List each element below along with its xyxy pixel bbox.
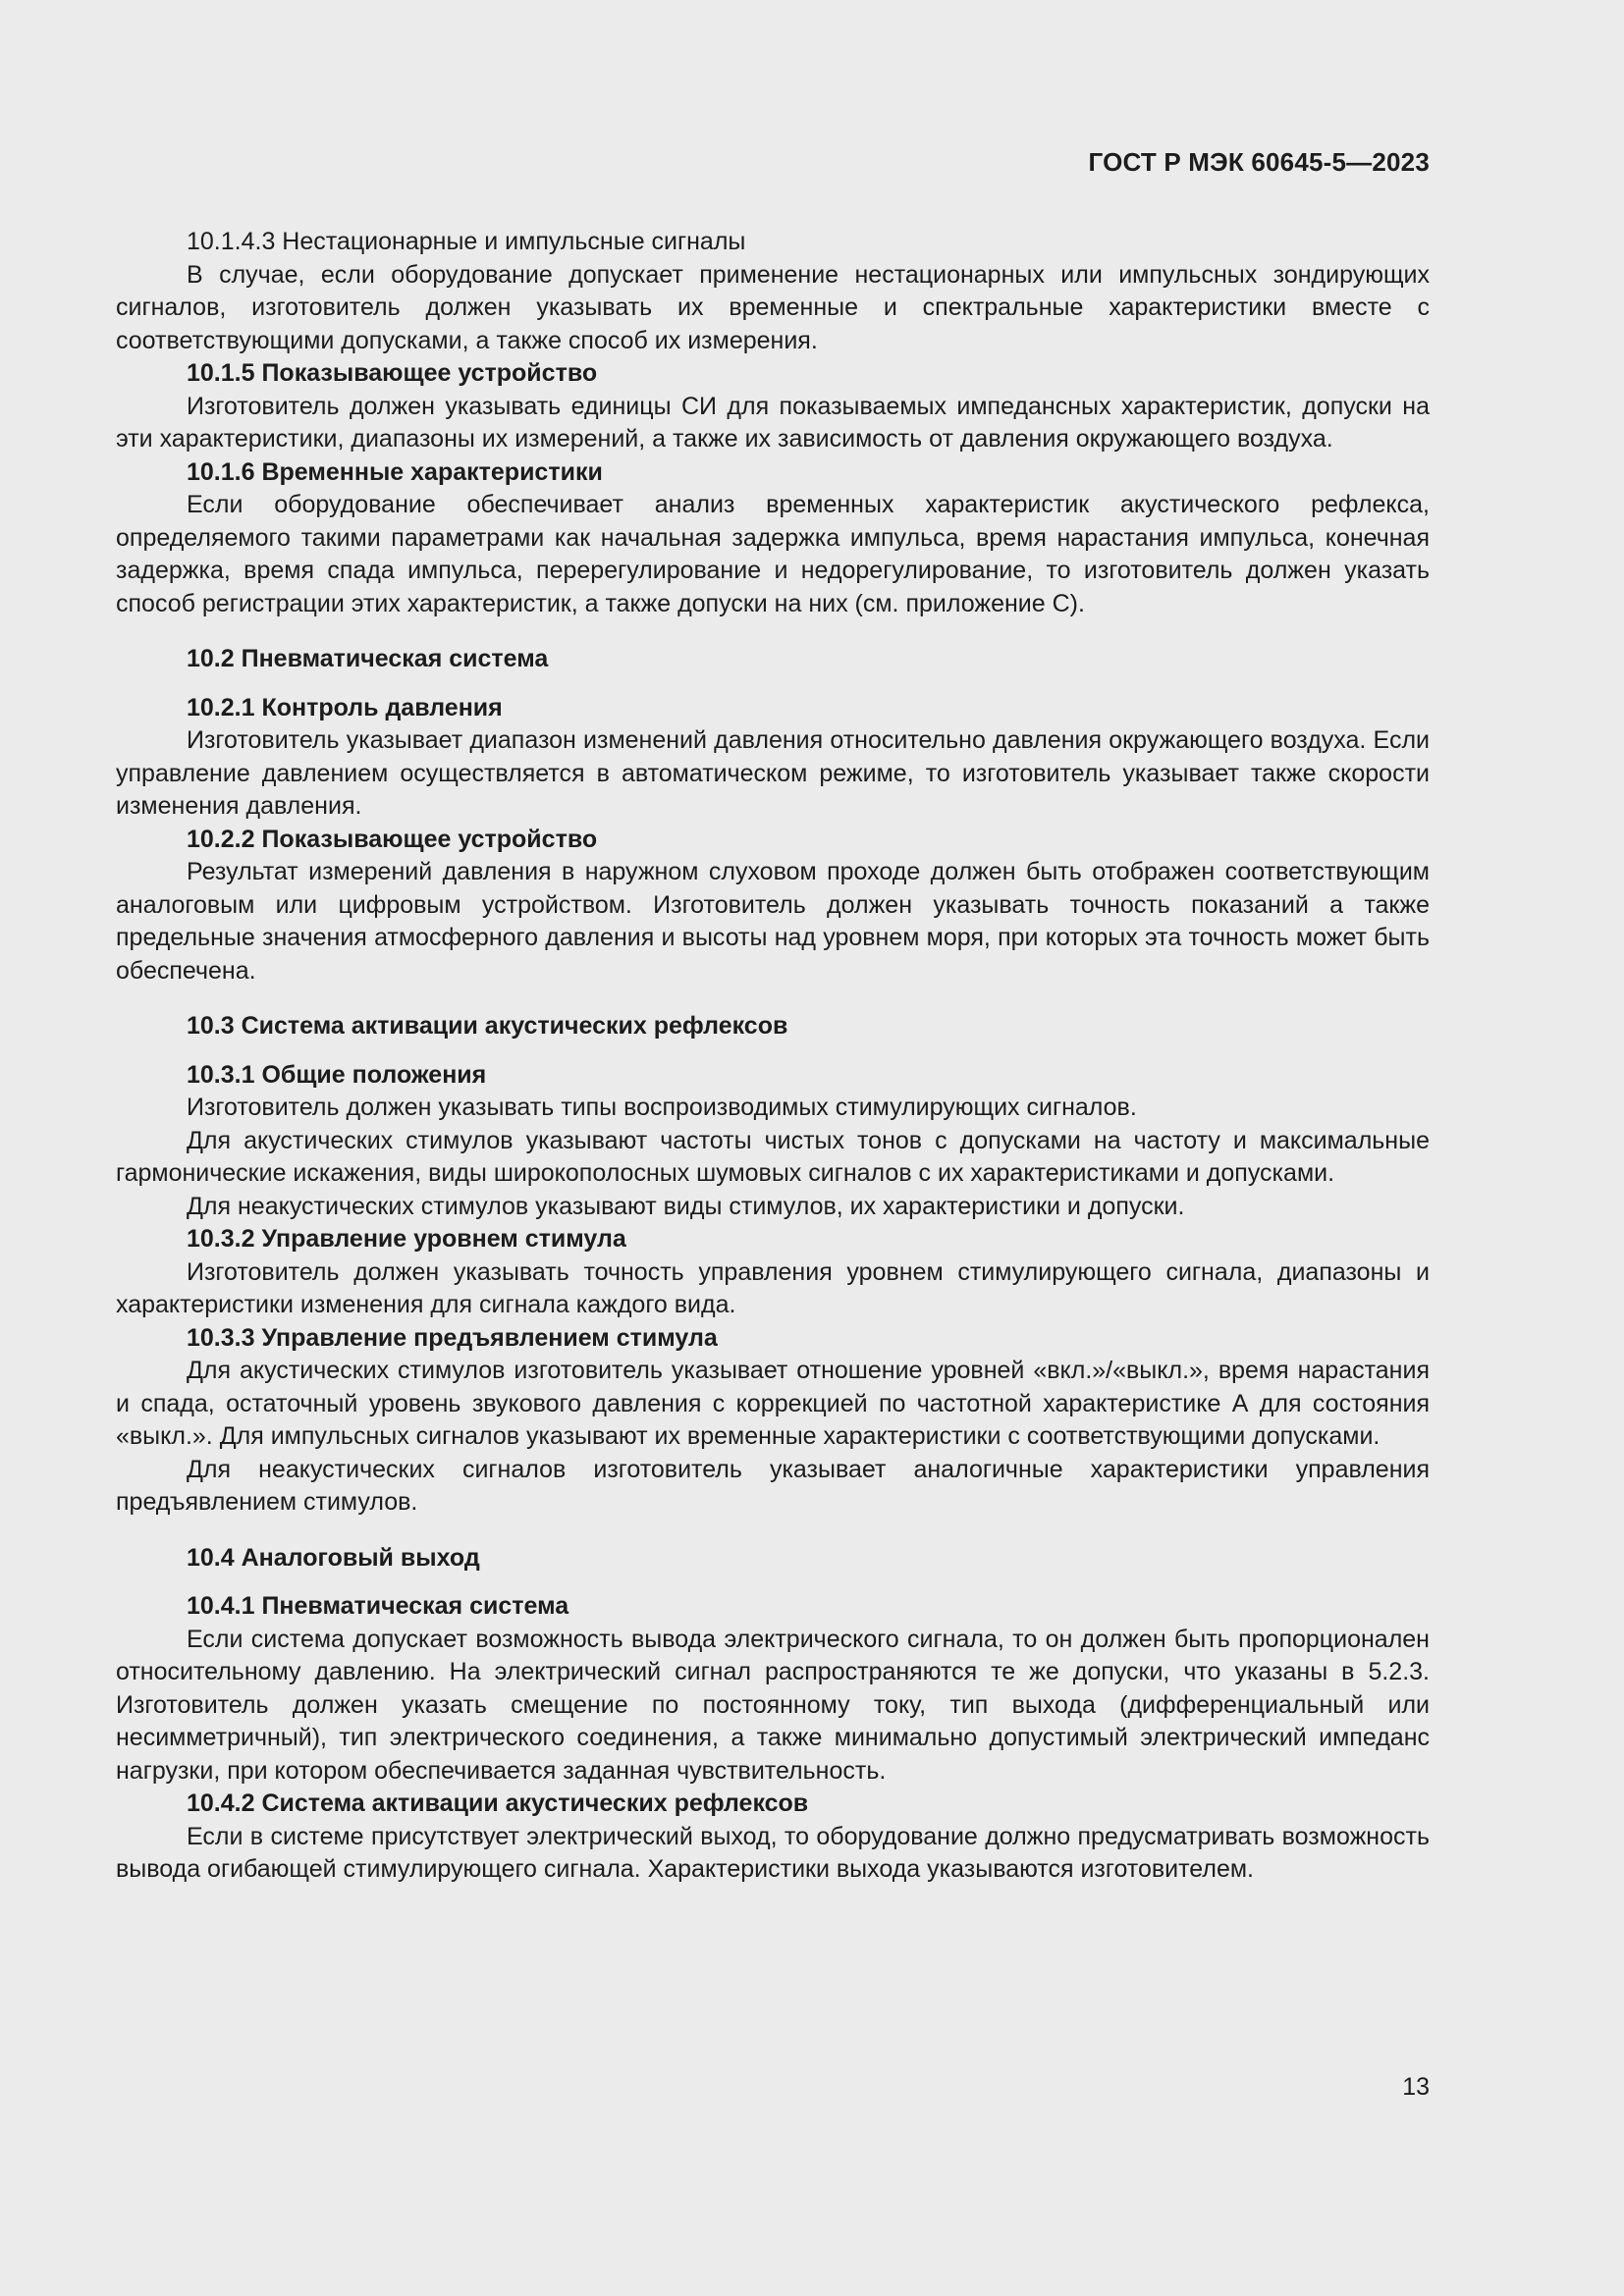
section-10-2-1-text: Изготовитель указывает диапазон изменений давления относительно давления окружающего воздуха. Если управление давлением осуществляется в автоматическом режиме, то изготовитель указывает также скорости изменения давления. bbox=[116, 726, 1430, 820]
section-10-1-4-3-text: В случае, если оборудование допускает применение нестационарных или импульсных зондирующих сигналов, изготовитель должен указывать их временные и спектральные характеристики вместе с соответствующими допусками, а также способ их измерения. bbox=[116, 260, 1430, 354]
section-10-4-2-text: Если в системе присутствует электрический выход, то оборудование должно предусматривать возможность вывода огибающей стимулирующего сигнала. Характеристики выхода указываются изготовителем. bbox=[116, 1822, 1430, 1883]
section-10-1-5-title: 10.1.5 Показывающее устройство bbox=[187, 359, 598, 387]
section-10-1-4-3-title: 10.1.4.3 Нестационарные и импульсные сигналы bbox=[187, 228, 746, 255]
section-10-4-1-text: Если система допускает возможность вывода электрического сигнала, то он должен быть пропорционален относительному давлению. На электрический сигнал распространяются те же допуски, что указаны в 5.2.3. Изготовитель должен указать смещение по постоянному току, тип выхода (дифференциальный или несимметричный), тип электрического соединения, а также минимально допустимый электрический импеданс нагрузки, при котором обеспечивается заданная чувствительность. bbox=[116, 1625, 1430, 1785]
section-10-1-6-title: 10.1.6 Временные характеристики bbox=[187, 457, 603, 486]
section-10-1-5-text: Изготовитель должен указывать единицы СИ для показываемых импедансных характеристик, допуски на эти характеристики, диапазоны их измерений, а также их зависимость от давления окружающего воздуха. bbox=[116, 392, 1430, 453]
section-10-3-1-text-1: Изготовитель должен указывать типы воспроизводимых стимулирующих сигналов. bbox=[187, 1094, 1137, 1121]
section-10-3-1-text-2: Для акустических стимулов указывают частоты чистых тонов с допусками на частоту и максимальные гармонические искажения, виды широкополосных шумовых сигналов с их характеристиками и допусками. bbox=[116, 1126, 1430, 1187]
section-10-3-1-title: 10.3.1 Общие положения bbox=[187, 1060, 487, 1089]
section-10-2-2-title: 10.2.2 Показывающее устройство bbox=[187, 825, 598, 853]
section-10-3-2-text: Изготовитель должен указывать точность управления уровнем стимулирующего сигнала, диапазоны и характеристики изменения для сигнала каждого вида. bbox=[116, 1257, 1430, 1318]
section-10-4-2-title: 10.4.2 Система активации акустических рефлексов bbox=[187, 1789, 809, 1817]
section-10-2-2-text: Результат измерений давления в наружном слуховом проходе должен быть отображен соответствующим аналоговым или цифровым устройством. Изготовитель должен указывать точность показаний а также предельные значения атмосферного давления и высоты над уровнем моря, при которых эта точность может быть обеспечена. bbox=[116, 858, 1430, 985]
section-10-2-title: 10.2 Пневматическая система bbox=[187, 645, 549, 672]
section-10-3-2-title: 10.3.2 Управление уровнем стимула bbox=[187, 1225, 626, 1253]
page-number: 13 bbox=[1402, 2073, 1430, 2101]
section-10-3-3-title: 10.3.3 Управление предъявлением стимула bbox=[187, 1323, 718, 1352]
document-body bbox=[116, 226, 1430, 1887]
section-10-3-3-text-2: Для неакустических сигналов изготовитель указывает аналогичные характеристики управления предъявлением стимулов. bbox=[116, 1455, 1430, 1516]
document-id: ГОСТ Р МЭК 60645-5—2023 bbox=[1088, 147, 1430, 177]
section-10-1-6-text: Если оборудование обеспечивает анализ временных характеристик акустического рефлекса, определяемого такими параметрами как начальная задержка импульса, время нарастания импульса, конечная задержка, время спада импульса, перерегулирование и недорегулирование, то изготовитель должен указать способ регистрации этих характеристик, а также допуски на них (см. приложение С). bbox=[116, 491, 1430, 617]
section-10-4-1-title: 10.4.1 Пневматическая система bbox=[187, 1592, 569, 1620]
section-10-3-3-text-1: Для акустических стимулов изготовитель указывает отношение уровней «вкл.»/«выкл.», время нарастания и спада, остаточный уровень звукового давления с коррекцией по частотной характеристике А для состояния «выкл.». Для импульсных сигналов указывают их временные характеристики с соответствующими допусками. bbox=[116, 1357, 1430, 1450]
section-10-2-1-title: 10.2.1 Контроль давления bbox=[187, 693, 503, 721]
section-10-3-title: 10.3 Система активации акустических рефлексов bbox=[187, 1012, 788, 1040]
section-10-3-1-text-3: Для неакустических стимулов указывают виды стимулов, их характеристики и допуски. bbox=[187, 1192, 1185, 1220]
section-10-4-title: 10.4 Аналоговый выход bbox=[187, 1543, 480, 1572]
